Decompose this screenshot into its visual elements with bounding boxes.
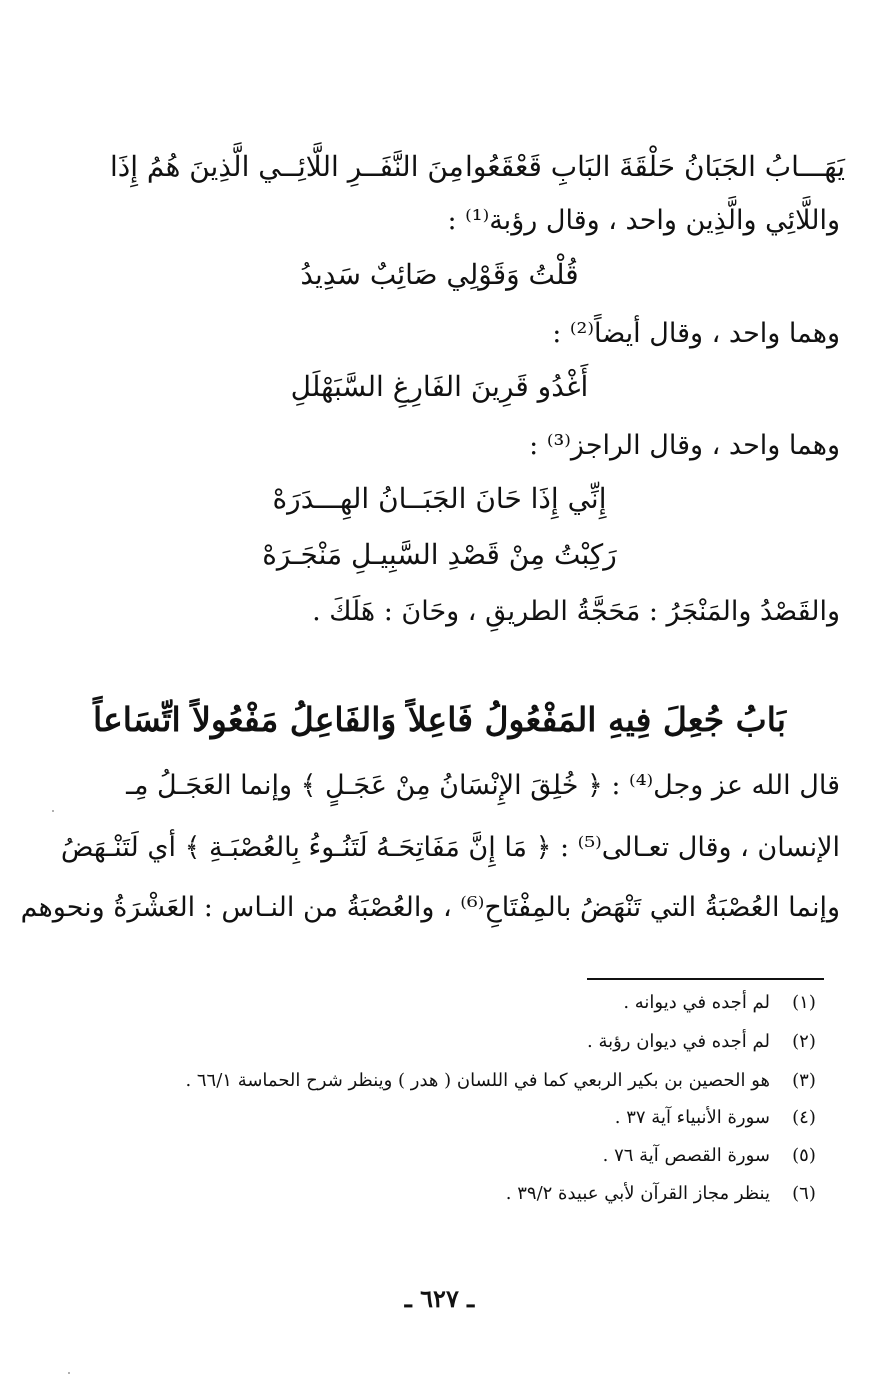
verse-hemistich-left: مِنَ النَّفَــرِ اللَّائِــي الَّذِينَ هُمُ إِذَا (110, 150, 464, 183)
prose-line-2: وهما واحد ، وقال أيضاً⁽²⁾ : (552, 318, 840, 349)
section-title: بَابُ جُعِلَ فِيهِ المَفْعُولُ فَاعِلاً وَالفَاعِلُ مَفْعُولاً اتِّسَاعاً (93, 700, 786, 739)
footnote-text: سورة الأنبياء آية ٣٧ . (614, 1107, 770, 1128)
verse-hemistich-right: يَهَـــابُ الجَبَانُ حَلْقَةَ البَابِ قَعْقَعُوا (465, 150, 845, 183)
verse-line-top (100, 150, 845, 194)
page-number: ـ ٦٢٧ ـ (404, 1284, 475, 1313)
footnote-1 (623, 992, 824, 1013)
verse-line-4b: رَكِبْتُ مِنْ قَصْدِ السَّبِيـلِ مَنْجَـرَهْ (262, 538, 617, 571)
prose-line-4: والقَصْدُ والمَنْجَرُ : مَحَجَّةُ الطريقِ ، وحَانَ : هَلَكَ . (312, 596, 840, 627)
prose-line-1: واللَّائِي والَّذِين واحد ، وقال رؤبة⁽¹⁾ : (447, 205, 840, 236)
footnote-3 (185, 1070, 824, 1091)
footnote-number: (٦) (792, 1183, 816, 1204)
scan-speck (68, 1372, 70, 1374)
verse-line-2: قُلْتُ وَقَوْلِي صَائِبٌ سَدِيدُ (300, 258, 579, 291)
verse-line-4a: إِنِّي إِذَا حَانَ الجَبَــانُ الهِـــدَرَهْ (272, 482, 607, 515)
footnote-text: لم أجده في ديوان رؤبة . (587, 1031, 770, 1052)
body-line-3: وإنما العُصْبَةُ التي تَنْهَضُ بالمِفْتَاحِ⁽⁶⁾ ، والعُصْبَةُ من النـاس : العَشْرَةُ ونحوهم (20, 892, 840, 923)
verse-line-3: أَغْدُو قَرِينَ الفَارِغِ السَّبَهْلَلِ (290, 370, 589, 403)
footnote-number: (١) (792, 992, 816, 1013)
footnote-number: (٣) (792, 1070, 816, 1091)
footnote-6 (506, 1183, 824, 1204)
footnote-text: لم أجده في ديوانه . (623, 992, 770, 1013)
footnote-number: (٥) (792, 1145, 816, 1166)
footnote-5 (603, 1145, 824, 1166)
footnote-number: (٤) (792, 1107, 816, 1128)
footnote-text: هو الحصين بن بكير الربعي كما في اللسان ( هدر ) وينظر شرح الحماسة ٦٦/١ . (185, 1070, 770, 1091)
footnote-4 (615, 1107, 824, 1128)
footnote-text: سورة القصص آية ٧٦ . (602, 1145, 770, 1166)
footnote-number: (٢) (792, 1031, 816, 1052)
footnote-text: ينظر مجاز القرآن لأبي عبيدة ٣٩/٢ . (505, 1183, 770, 1204)
scan-speck (52, 810, 54, 812)
footnote-2 (587, 1031, 824, 1052)
footnote-divider (587, 978, 824, 980)
body-line-2: الإنسان ، وقال تعـالى⁽⁵⁾ : ﴿ مَا إِنَّ مَفَاتِحَـهُ لَتَنُـوءُ بِالعُصْبَـةِ ﴾ أي لَتَنْـهَضُ (60, 832, 840, 863)
body-line-1: قال الله عز وجل⁽⁴⁾ : ﴿ خُلِقَ الإِنْسَانُ مِنْ عَجَـلٍ ﴾ وإنما العَجَـلُ مِـ (126, 770, 840, 801)
prose-line-3: وهما واحد ، وقال الراجز⁽³⁾ : (529, 430, 840, 461)
